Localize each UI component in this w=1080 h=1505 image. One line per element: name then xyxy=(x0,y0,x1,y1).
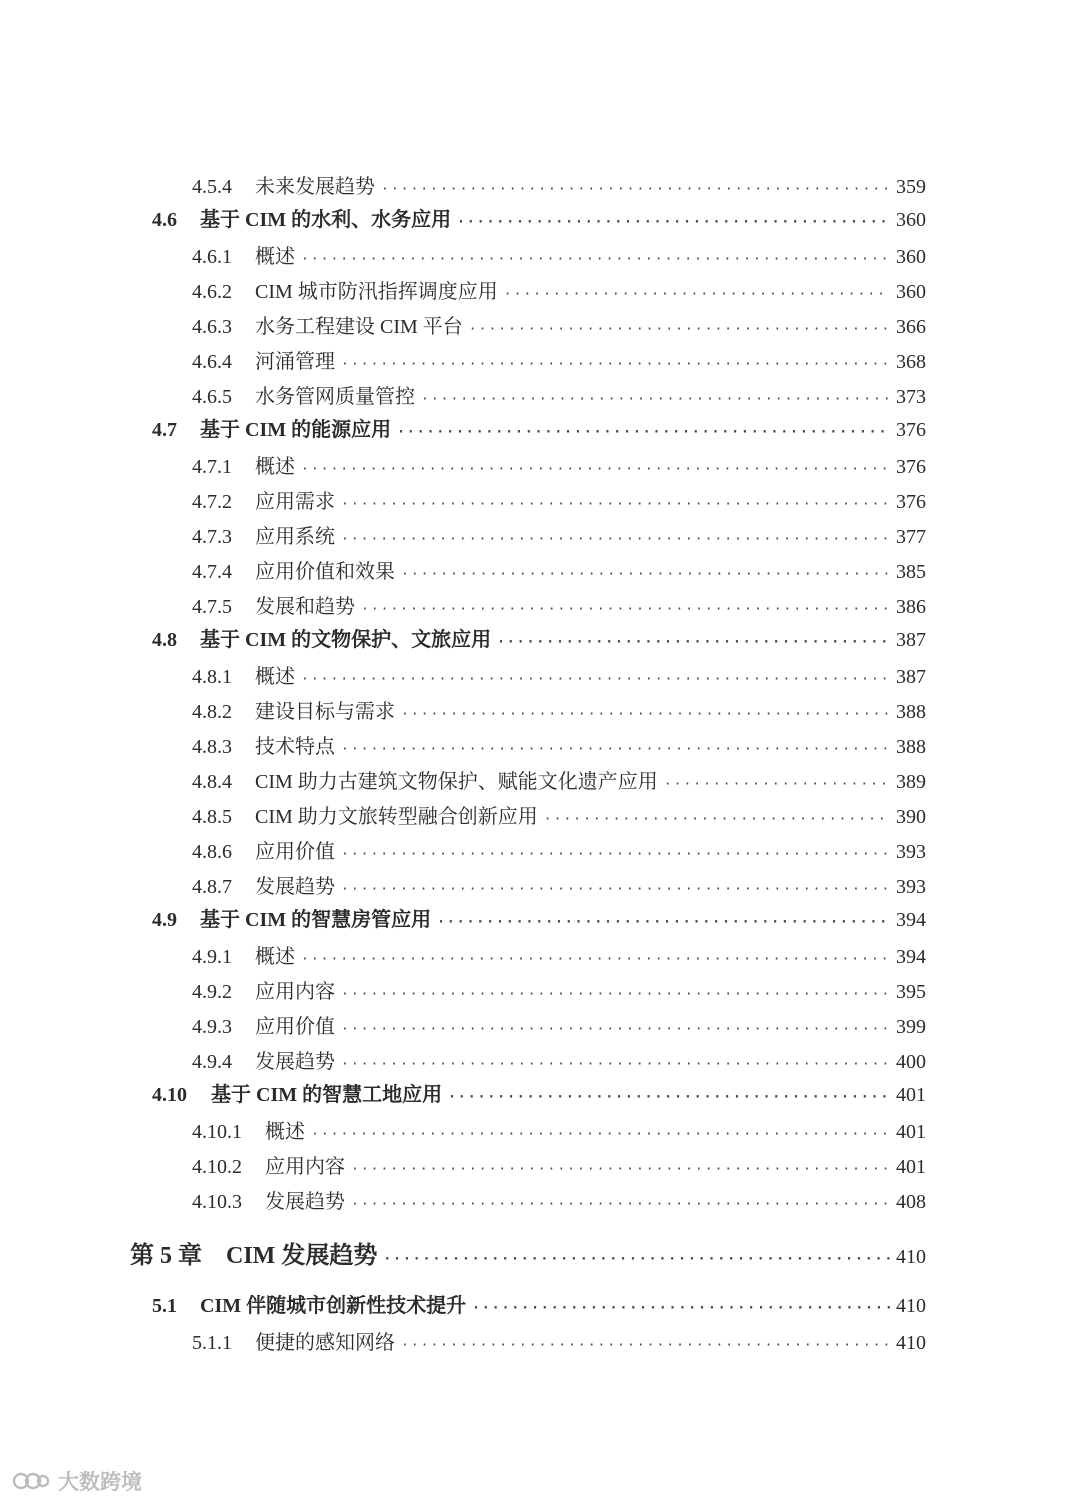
entry-number: 4.7.2 xyxy=(192,491,232,513)
entry-title: 建设目标与需求 xyxy=(255,701,395,723)
toc-entry[interactable] xyxy=(192,835,926,864)
toc-entry[interactable] xyxy=(192,800,926,829)
entry-number: 4.8 xyxy=(152,629,177,651)
entry-title: 基于 CIM 的文物保护、文旅应用 xyxy=(200,629,492,651)
entry-title: 应用价值 xyxy=(255,1016,335,1038)
toc-entry[interactable] xyxy=(192,590,926,619)
dot-leader xyxy=(421,392,890,407)
entry-number: 4.9.2 xyxy=(192,981,232,1003)
entry-title: 概述 xyxy=(265,1121,305,1143)
dot-leader xyxy=(341,882,890,897)
entry-title: 发展趋势 xyxy=(255,1051,335,1073)
entry-page: 359 xyxy=(896,176,926,198)
toc-entry[interactable] xyxy=(152,903,926,932)
entry-number: 4.8.2 xyxy=(192,701,232,723)
dot-leader xyxy=(381,182,890,197)
entry-page: 410 xyxy=(896,1295,926,1317)
entry-page: 394 xyxy=(896,946,926,968)
dot-leader xyxy=(351,1197,890,1212)
entry-title: 应用内容 xyxy=(255,981,335,1003)
toc-entry[interactable] xyxy=(192,555,926,584)
watermark-text: 大数跨境 xyxy=(58,1470,142,1494)
toc-entry[interactable] xyxy=(192,345,926,374)
entry-number: 4.9.4 xyxy=(192,1051,232,1073)
dot-leader xyxy=(361,602,890,617)
entry-page: 388 xyxy=(896,736,926,758)
dot-leader xyxy=(472,1301,890,1316)
entry-page: 401 xyxy=(896,1156,926,1178)
entry-page: 360 xyxy=(896,281,926,303)
toc-entry[interactable] xyxy=(192,1185,926,1214)
dot-leader xyxy=(341,497,890,512)
entry-number: 4.7.5 xyxy=(192,596,232,618)
dot-leader xyxy=(664,777,890,792)
toc-entry[interactable] xyxy=(192,520,926,549)
entry-page: 390 xyxy=(896,806,926,828)
dot-leader xyxy=(341,1022,890,1037)
toc-chapter-entry[interactable] xyxy=(130,1235,926,1270)
entry-title: 应用内容 xyxy=(265,1156,345,1178)
entry-page: 388 xyxy=(896,701,926,723)
entry-title: 基于 CIM 的水利、水务应用 xyxy=(200,209,452,231)
entry-page: 386 xyxy=(896,596,926,618)
entry-title: 概述 xyxy=(255,246,295,268)
entry-number: 4.10.3 xyxy=(192,1191,242,1213)
entry-number: 4.10 xyxy=(152,1084,187,1106)
toc-entry[interactable] xyxy=(192,310,926,339)
dot-leader xyxy=(437,915,890,930)
dot-leader xyxy=(341,532,890,547)
entry-title: 发展趋势 xyxy=(265,1191,345,1213)
dot-leader xyxy=(341,742,890,757)
dot-leader xyxy=(341,357,890,372)
entry-number: 4.8.3 xyxy=(192,736,232,758)
entry-number: 4.8.4 xyxy=(192,771,232,793)
toc-entry[interactable] xyxy=(192,1010,926,1039)
entry-number: 4.10.2 xyxy=(192,1156,242,1178)
entry-page: 373 xyxy=(896,386,926,408)
brand-logo-icon xyxy=(12,1469,52,1493)
entry-number: 4.8.7 xyxy=(192,876,232,898)
entry-page: 393 xyxy=(896,876,926,898)
entry-title: 发展和趋势 xyxy=(255,596,355,618)
entry-page: 395 xyxy=(896,981,926,1003)
entry-page: 376 xyxy=(896,419,926,441)
toc-entry[interactable] xyxy=(152,413,926,442)
toc-entry[interactable] xyxy=(192,275,926,304)
entry-title: CIM 城市防汛指挥调度应用 xyxy=(255,281,498,303)
toc-entry[interactable] xyxy=(192,695,926,724)
toc-entry[interactable] xyxy=(192,730,926,759)
entry-title: 未来发展趋势 xyxy=(255,176,375,198)
entry-page: 410 xyxy=(896,1246,926,1268)
entry-number: 4.6.4 xyxy=(192,351,232,373)
entry-page: 394 xyxy=(896,909,926,931)
entry-page: 360 xyxy=(896,209,926,231)
dot-leader xyxy=(301,952,890,967)
entry-title: 便捷的感知网络 xyxy=(255,1332,395,1354)
dot-leader xyxy=(301,672,890,687)
entry-page: 399 xyxy=(896,1016,926,1038)
toc-entry[interactable] xyxy=(192,660,926,689)
entry-number: 5.1 xyxy=(152,1295,177,1317)
entry-title: 应用系统 xyxy=(255,526,335,548)
toc-entry[interactable] xyxy=(192,940,926,969)
toc-entry[interactable] xyxy=(192,1115,926,1144)
dot-leader xyxy=(448,1090,890,1105)
entry-title: 发展趋势 xyxy=(255,876,335,898)
dot-leader xyxy=(504,287,890,302)
dot-leader xyxy=(341,847,890,862)
entry-page: 408 xyxy=(896,1191,926,1213)
toc-entry[interactable] xyxy=(192,170,926,199)
entry-title: 基于 CIM 的智慧房管应用 xyxy=(200,909,432,931)
toc-entry[interactable] xyxy=(192,870,926,899)
entry-title: 概述 xyxy=(255,456,295,478)
entry-number: 4.6.2 xyxy=(192,281,232,303)
toc-entry[interactable] xyxy=(192,485,926,514)
toc-entry[interactable] xyxy=(152,1078,926,1107)
entry-number: 4.8.1 xyxy=(192,666,232,688)
entry-title: 河涌管理 xyxy=(255,351,335,373)
watermark xyxy=(12,1466,142,1496)
dot-leader xyxy=(301,462,890,477)
dot-leader xyxy=(301,252,890,267)
dot-leader xyxy=(351,1162,890,1177)
toc-entry[interactable] xyxy=(192,1150,926,1179)
toc-entry[interactable] xyxy=(152,1289,926,1318)
entry-page: 410 xyxy=(896,1332,926,1354)
toc-entry[interactable] xyxy=(192,1045,926,1074)
entry-number: 4.6.5 xyxy=(192,386,232,408)
dot-leader xyxy=(401,707,890,722)
dot-leader xyxy=(341,987,890,1002)
entry-number: 4.7.3 xyxy=(192,526,232,548)
entry-page: 376 xyxy=(896,491,926,513)
entry-page: 360 xyxy=(896,246,926,268)
entry-title: CIM 伴随城市创新性技术提升 xyxy=(200,1295,467,1317)
entry-number: 4.7.1 xyxy=(192,456,232,478)
dot-leader xyxy=(341,1057,890,1072)
toc-entry[interactable] xyxy=(152,623,926,652)
entry-title: 技术特点 xyxy=(255,736,335,758)
entry-number: 4.6.1 xyxy=(192,246,232,268)
toc-entry[interactable] xyxy=(192,975,926,1004)
toc-entry[interactable] xyxy=(192,1326,926,1355)
entry-page: 401 xyxy=(896,1084,926,1106)
toc-entry[interactable] xyxy=(192,450,926,479)
entry-title: CIM 助力古建筑文物保护、赋能文化遗产应用 xyxy=(255,771,658,793)
entry-number: 4.6 xyxy=(152,209,177,231)
entry-title: 基于 CIM 的智慧工地应用 xyxy=(211,1084,443,1106)
entry-number: 4.9.1 xyxy=(192,946,232,968)
entry-page: 387 xyxy=(896,629,926,651)
entry-title: 基于 CIM 的能源应用 xyxy=(200,419,392,441)
toc-entry[interactable] xyxy=(152,203,926,232)
toc-entry[interactable] xyxy=(192,380,926,409)
entry-number: 4.7.4 xyxy=(192,561,232,583)
entry-title: 应用需求 xyxy=(255,491,335,513)
entry-page: 376 xyxy=(896,456,926,478)
toc-entry[interactable] xyxy=(192,765,926,794)
entry-number: 4.9.3 xyxy=(192,1016,232,1038)
dot-leader xyxy=(383,1252,890,1267)
entry-page: 393 xyxy=(896,841,926,863)
entry-title: 水务管网质量管控 xyxy=(255,386,415,408)
entry-page: 366 xyxy=(896,316,926,338)
entry-title: 应用价值和效果 xyxy=(255,561,395,583)
entry-title: 应用价值 xyxy=(255,841,335,863)
entry-title: 概述 xyxy=(255,946,295,968)
chapter-number: 第 5 章 xyxy=(130,1243,202,1269)
entry-title: CIM 助力文旅转型融合创新应用 xyxy=(255,806,538,828)
entry-number: 4.10.1 xyxy=(192,1121,242,1143)
entry-number: 4.7 xyxy=(152,419,177,441)
entry-title: 概述 xyxy=(255,666,295,688)
entry-page: 400 xyxy=(896,1051,926,1073)
entry-page: 377 xyxy=(896,526,926,548)
dot-leader xyxy=(457,215,890,230)
entry-number: 4.9 xyxy=(152,909,177,931)
entry-number: 4.5.4 xyxy=(192,176,232,198)
dot-leader xyxy=(469,322,890,337)
entry-number: 4.8.5 xyxy=(192,806,232,828)
entry-title: 水务工程建设 CIM 平台 xyxy=(255,316,463,338)
entry-page: 368 xyxy=(896,351,926,373)
entry-page: 387 xyxy=(896,666,926,688)
dot-leader xyxy=(401,1338,890,1353)
entry-number: 5.1.1 xyxy=(192,1332,232,1354)
dot-leader xyxy=(544,812,890,827)
toc-entry[interactable] xyxy=(192,240,926,269)
entry-page: 401 xyxy=(896,1121,926,1143)
chapter-title: CIM 发展趋势 xyxy=(226,1243,378,1269)
entry-number: 4.6.3 xyxy=(192,316,232,338)
entry-number: 4.8.6 xyxy=(192,841,232,863)
entry-page: 389 xyxy=(896,771,926,793)
dot-leader xyxy=(401,567,890,582)
entry-page: 385 xyxy=(896,561,926,583)
dot-leader xyxy=(397,425,890,440)
dot-leader xyxy=(311,1127,890,1142)
dot-leader xyxy=(497,635,890,650)
